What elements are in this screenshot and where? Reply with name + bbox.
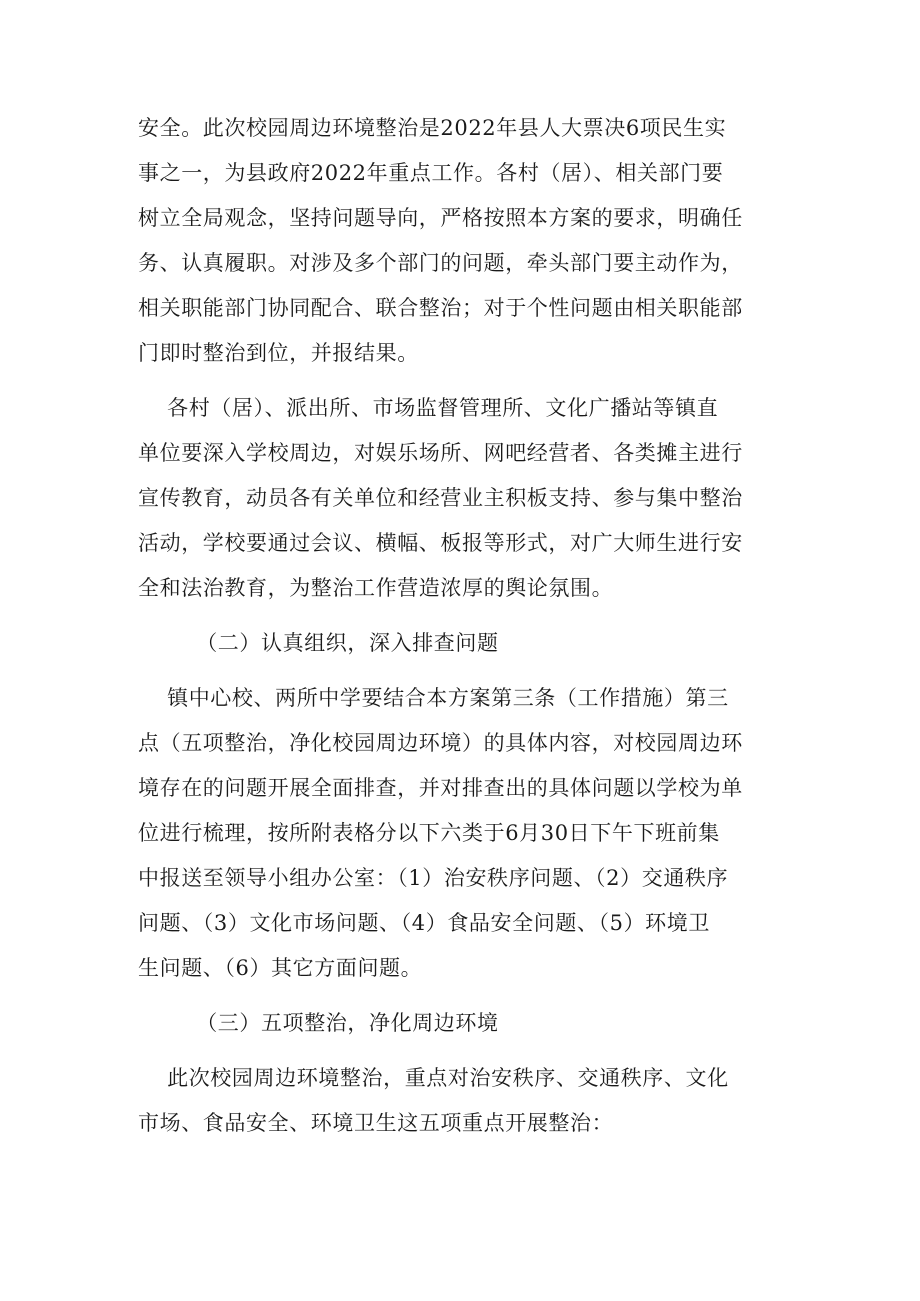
text-line: 位进行梳理，按所附表格分以下六类于6月30日下午下班前集: [138, 821, 720, 845]
text-line: 相关职能部门协同配合、联合整治；对于个性问题由相关职能部: [138, 296, 743, 320]
text-line: 中报送至领导小组办公室：（1）治安秩序问题、（2）交通秩序: [138, 866, 729, 890]
section-heading-3: [138, 1001, 790, 1046]
section-heading: （三）五项整治，净化周边环境: [138, 1011, 499, 1035]
text-line: 境存在的问题开展全面排查，并对排查出的具体问题以学校为单: [138, 776, 743, 800]
paragraph-safety-intro: [138, 106, 790, 376]
paragraph-publicity: [138, 386, 790, 611]
text-line: 各村（居）、派出所、市场监督管理所、文化广播站等镇直: [138, 396, 719, 420]
text-line: 此次校园周边环境整治，重点对治安秩序、交通秩序、文化: [138, 1066, 729, 1090]
text-line: 市场、食品安全、环境卫生这五项重点开展整治：: [138, 1111, 614, 1135]
paragraph-investigation: [138, 676, 790, 991]
text-line: 单位要深入学校周边，对娱乐场所、网吧经营者、各类摊主进行: [138, 441, 743, 465]
paragraph-five-rectifications: [138, 1056, 790, 1146]
text-line: 全和法治教育，为整治工作营造浓厚的舆论氛围。: [138, 576, 614, 600]
section-heading-2: [138, 621, 790, 666]
text-line: 生问题、（6）其它方面问题。: [138, 956, 423, 980]
text-line: 宣传教育，动员各有关单位和经营业主积板支持、参与集中整治: [138, 486, 743, 510]
text-line: 门即时整治到位，并报结果。: [138, 341, 419, 365]
text-line: 务、认真履职。对涉及多个部门的问题，牵头部门要主动作为，: [138, 251, 743, 275]
section-heading: （二）认真组织，深入排查问题: [138, 631, 499, 655]
text-line: 问题、（3）文化市场问题、（4）食品安全问题、（5）环境卫: [138, 911, 710, 935]
text-line: 安全。此次校园周边环境整治是2022年县人大票决6项民生实: [138, 116, 727, 140]
document-body: [138, 106, 790, 1146]
text-line: 事之一，为县政府2022年重点工作。各村（居）、相关部门要: [138, 161, 724, 185]
text-line: 镇中心校、两所中学要结合本方案第三条（工作措施）第三: [138, 686, 729, 710]
text-line: 点（五项整治，净化校园周边环境）的具体内容，对校园周边环: [138, 731, 743, 755]
text-line: 活动，学校要通过会议、横幅、板报等形式，对广大师生进行安: [138, 531, 743, 555]
text-line: 树立全局观念，坚持问题导向，严格按照本方案的要求，明确任: [138, 206, 743, 230]
